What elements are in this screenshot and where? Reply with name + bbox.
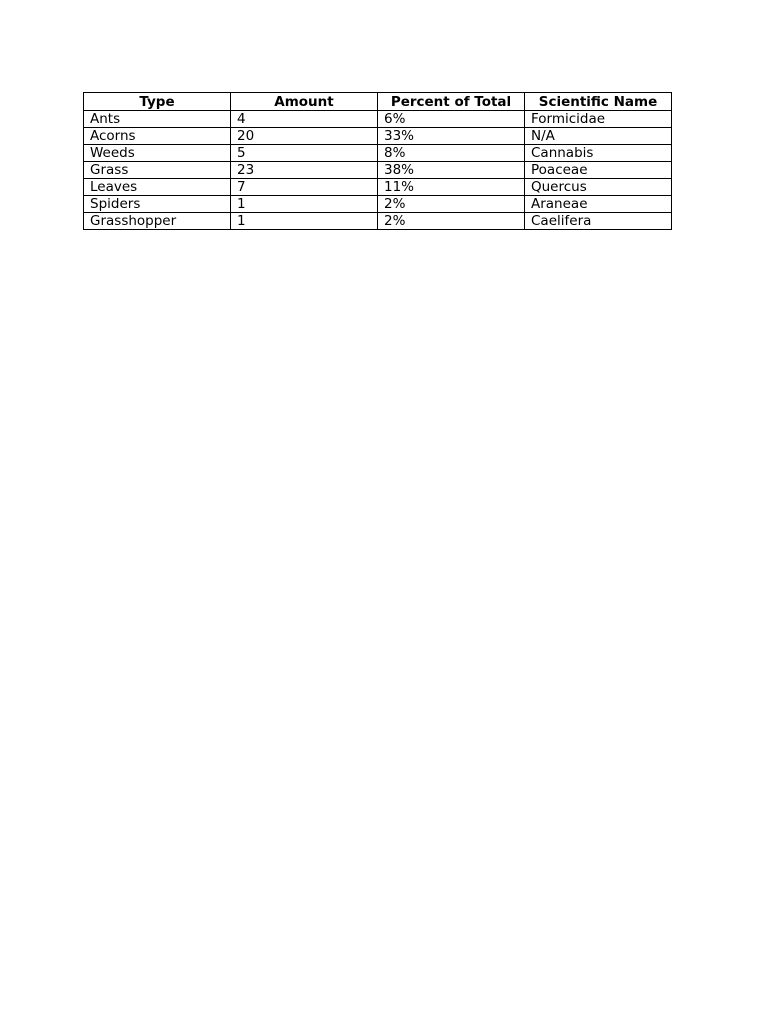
- cell-amount: 4: [231, 111, 378, 128]
- header-amount: Amount: [231, 93, 378, 111]
- cell-amount: 7: [231, 179, 378, 196]
- cell-type: Grass: [84, 162, 231, 179]
- header-type: Type: [84, 93, 231, 111]
- cell-amount: 5: [231, 145, 378, 162]
- table-row: [84, 213, 672, 230]
- cell-percent: 8%: [378, 145, 525, 162]
- header-percent-of-total: Percent of Total: [378, 93, 525, 111]
- cell-scientific-name: Formicidae: [525, 111, 672, 128]
- cell-amount: 1: [231, 196, 378, 213]
- cell-type: Spiders: [84, 196, 231, 213]
- cell-percent: 6%: [378, 111, 525, 128]
- cell-scientific-name: Poaceae: [525, 162, 672, 179]
- cell-type: Weeds: [84, 145, 231, 162]
- table-row: [84, 179, 672, 196]
- cell-type: Grasshopper: [84, 213, 231, 230]
- data-table: [83, 92, 672, 230]
- table-row: [84, 128, 672, 145]
- header-row: [84, 93, 672, 111]
- cell-type: Acorns: [84, 128, 231, 145]
- cell-percent: 11%: [378, 179, 525, 196]
- cell-scientific-name: Quercus: [525, 179, 672, 196]
- cell-amount: 23: [231, 162, 378, 179]
- table-header: [84, 93, 672, 111]
- cell-amount: 1: [231, 213, 378, 230]
- cell-percent: 33%: [378, 128, 525, 145]
- table-row: [84, 196, 672, 213]
- cell-type: Leaves: [84, 179, 231, 196]
- cell-scientific-name: N/A: [525, 128, 672, 145]
- cell-scientific-name: Araneae: [525, 196, 672, 213]
- table-body: [84, 111, 672, 230]
- cell-scientific-name: Caelifera: [525, 213, 672, 230]
- cell-type: Ants: [84, 111, 231, 128]
- cell-percent: 2%: [378, 196, 525, 213]
- header-scientific-name: Scientific Name: [525, 93, 672, 111]
- cell-amount: 20: [231, 128, 378, 145]
- cell-percent: 38%: [378, 162, 525, 179]
- table-row: [84, 162, 672, 179]
- table-row: [84, 145, 672, 162]
- cell-percent: 2%: [378, 213, 525, 230]
- cell-scientific-name: Cannabis: [525, 145, 672, 162]
- table-row: [84, 111, 672, 128]
